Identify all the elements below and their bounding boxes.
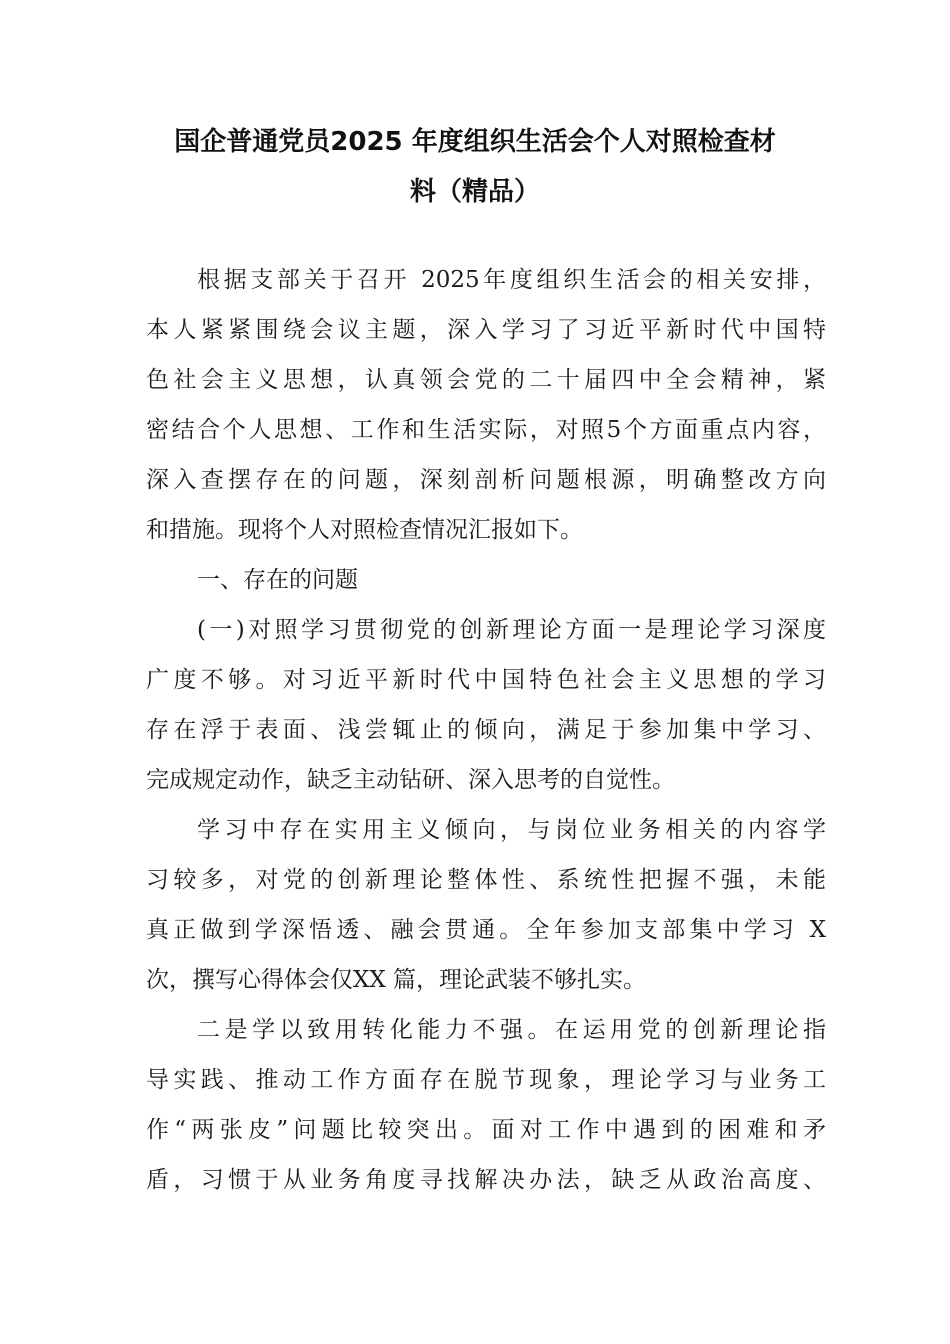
body-line: 真正做到学深悟透、融会贯通。全年参加支部集中学习 X [146,917,826,943]
body-line: 深入查摆存在的问题，深刻剖析问题根源，明确整改方向 [146,467,826,493]
body-line: 广度不够。对习近平新时代中国特色社会主义思想的学习 [146,667,826,693]
body-line: 和措施。现将个人对照检查情况汇报如下。 [146,517,583,543]
section-heading: 一、存在的问题 [197,567,358,593]
document-title-line-1: 国企普通党员2025 年度组织生活会个人对照检查材 [174,127,776,157]
body-line: 密结合个人思想、工作和生活实际，对照5个方面重点内容， [146,417,826,443]
body-line: 学习中存在实用主义倾向，与岗位业务相关的内容学 [197,817,826,843]
body-line: 习较多，对党的创新理论整体性、系统性把握不强，未能 [146,867,826,893]
body-line: 存在浮于表面、浅尝辄止的倾向，满足于参加集中学习、 [146,717,826,743]
document-title-line-2: 料（精品） [409,177,540,207]
body-line: 根据支部关于召开 2025年度组织生活会的相关安排， [197,267,826,293]
body-line: 次，撰写心得体会仅XX 篇，理论武装不够扎实。 [146,967,647,993]
body-line: 盾，习惯于从业务角度寻找解决办法，缺乏从政治高度、 [146,1167,826,1193]
body-line: 导实践、推动工作方面存在脱节现象，理论学习与业务工 [146,1067,826,1093]
body-line: 作“两张皮”问题比较突出。面对工作中遇到的困难和矛 [146,1117,826,1143]
body-line: (一)对照学习贯彻党的创新理论方面一是理论学习深度 [197,617,826,643]
body-line: 二是学以致用转化能力不强。在运用党的创新理论指 [197,1017,826,1043]
body-line: 本人紧紧围绕会议主题，深入学习了习近平新时代中国特 [146,317,826,343]
body-line: 完成规定动作，缺乏主动钻研、深入思考的自觉性。 [146,767,675,793]
body-line: 色社会主义思想，认真领会党的二十届四中全会精神，紧 [146,367,826,393]
